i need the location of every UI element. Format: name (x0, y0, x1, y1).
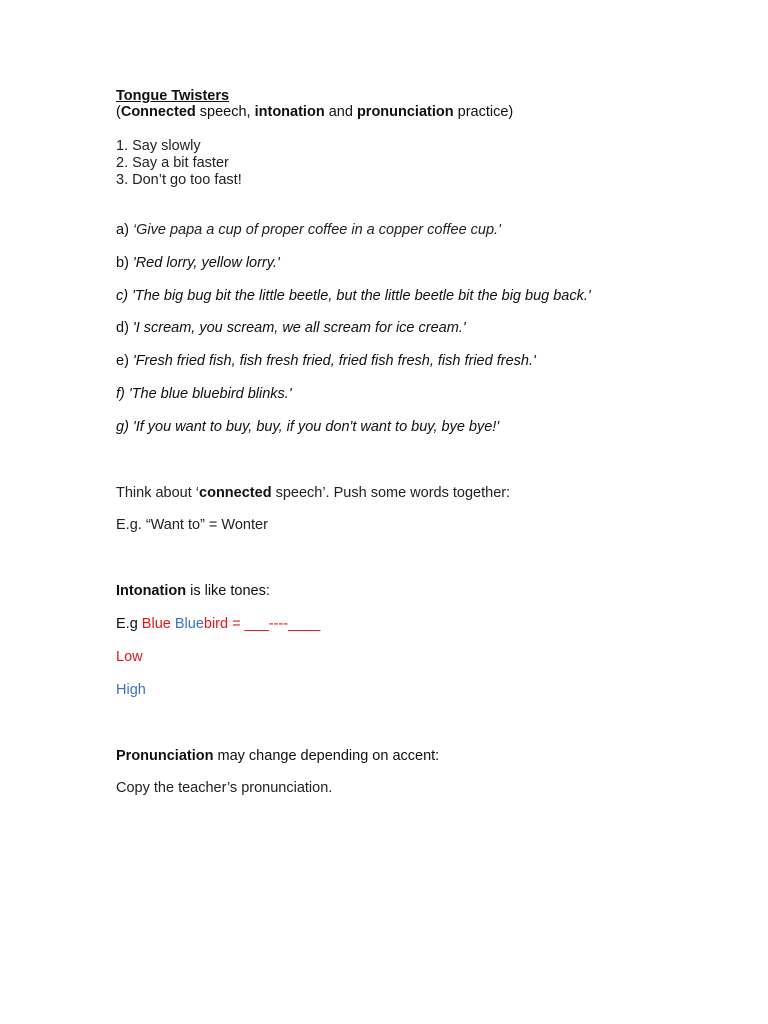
twister-f-prefix: f) (116, 386, 129, 402)
twister-d-text: 'I scream, you scream, we all scream for ice cream.' (132, 320, 466, 336)
twister-f (116, 385, 292, 403)
twister-b-prefix: b) (116, 255, 133, 271)
connected-speech-line (116, 484, 510, 502)
pronunciation-copy: Copy the teacher’s pronunciation. (116, 780, 333, 796)
step-2: 2. Say a bit faster (116, 155, 229, 171)
document-title: Tongue Twisters (116, 88, 230, 104)
subtitle-text-2: and (324, 104, 357, 120)
intonation-blue-word: Blue (141, 616, 171, 632)
twister-a (116, 221, 501, 239)
subtitle-pronunciation: pronunciation (356, 104, 454, 120)
intonation-eg: E.g (116, 616, 142, 632)
intonation-example (116, 615, 320, 633)
document-page (116, 0, 736, 1024)
twister-g-prefix: g) (116, 419, 133, 435)
pronunciation-bold: Pronunciation (116, 748, 214, 764)
intonation-line (116, 582, 270, 600)
connected-bold: connected (199, 485, 272, 501)
subtitle-intonation: intonation (254, 104, 325, 120)
twister-d (116, 319, 466, 337)
intonation-low: Low (116, 649, 143, 665)
twister-c (116, 287, 591, 305)
twister-g-text: 'If you want to buy, buy, if you don't want to buy, bye bye!' (132, 419, 500, 435)
twister-d-prefix: d) (116, 320, 133, 336)
connected-text-2: speech’. Push some words together: (271, 485, 511, 501)
step-1: 1. Say slowly (116, 138, 201, 154)
pronunciation-line (116, 747, 439, 765)
intonation-high: High (116, 682, 146, 698)
connected-example: E.g. “Want to” = Wonter (116, 517, 268, 533)
twister-c-prefix: c) (116, 288, 133, 304)
twister-c-text: 'The big bug bit the little beetle, but the little beetle bit the big bug back.' (132, 288, 591, 304)
twister-b-text: 'Red lorry, yellow lorry.' (132, 255, 280, 271)
intonation-bold: Intonation (116, 583, 187, 599)
twister-e-prefix: e) (116, 353, 133, 369)
intonation-rest: is like tones: (186, 583, 270, 599)
subtitle-connected: Connected (120, 104, 196, 120)
step-3: 3. Don’t go too fast! (116, 172, 242, 188)
document-subtitle (116, 103, 513, 121)
twister-f-text: 'The blue bluebird blinks.' (128, 386, 292, 402)
connected-text-1: Think about ‘ (116, 485, 200, 501)
twister-a-text: ‘Give papa a cup of proper coffee in a copper coffee cup.' (132, 222, 501, 238)
subtitle-text-3: practice) (453, 104, 514, 120)
twister-b (116, 254, 280, 272)
intonation-blue-part: Blue (174, 616, 204, 632)
twister-e-text: 'Fresh fried fish, fish fresh fried, fried fish fresh, fish fried fresh.' (132, 353, 536, 369)
subtitle-open-paren: ( (116, 104, 121, 120)
twister-a-prefix: a) (116, 222, 133, 238)
subtitle-text-1: speech, (195, 104, 255, 120)
twister-e (116, 352, 536, 370)
pronunciation-rest: may change depending on accent: (213, 748, 440, 764)
intonation-bird-part: bird = ___----____ (203, 616, 321, 632)
twister-g (116, 418, 499, 436)
